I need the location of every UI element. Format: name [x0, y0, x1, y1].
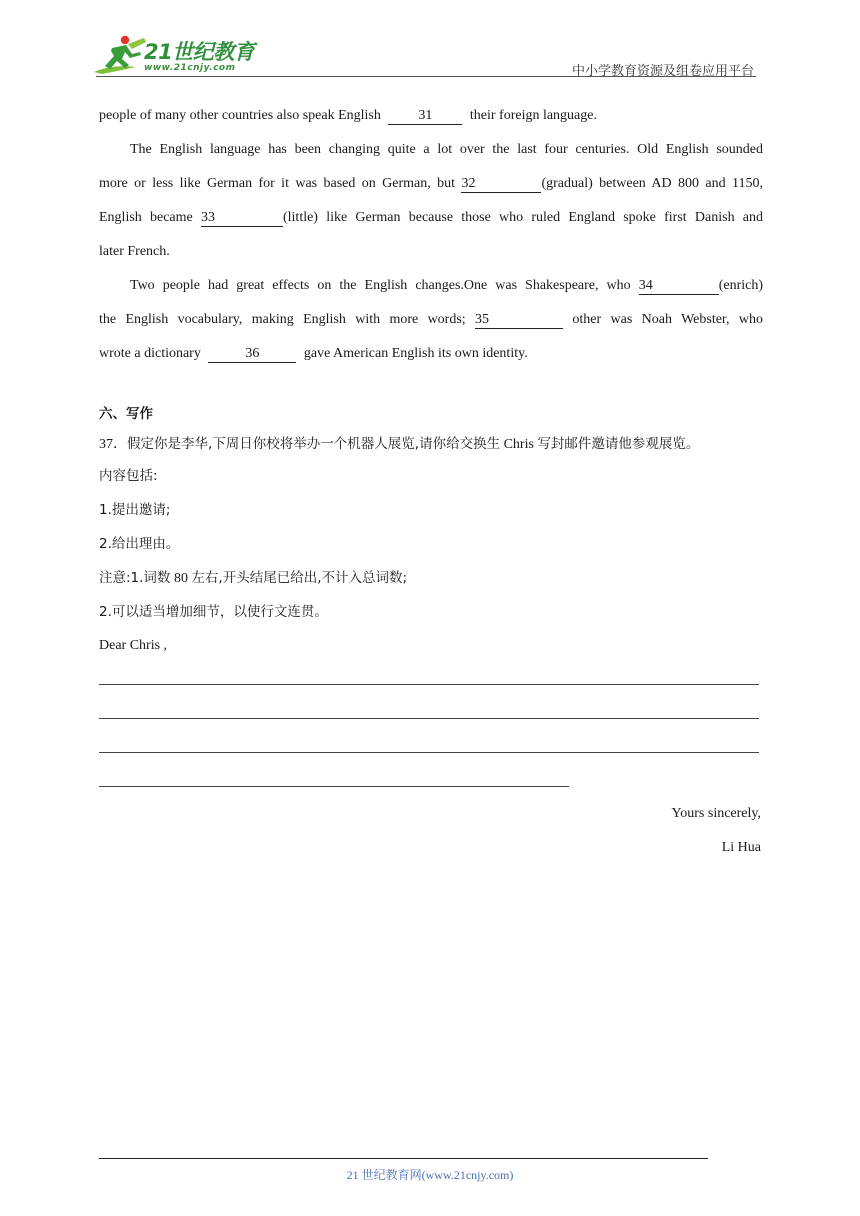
passage-p2-line-4: later French.: [99, 244, 170, 259]
logo-url: www.21cnjy.com: [144, 63, 236, 73]
passage-p2-line-2: more or less like German for it was based on German, but 32 (gradual) between AD 800 and 1150,: [99, 176, 764, 191]
answer-line-4[interactable]: [99, 786, 569, 787]
blank-31: 31: [388, 108, 462, 125]
answer-line-2[interactable]: [99, 718, 759, 719]
note-1: 注意:1.词数 80 左右,开头结尾已给出,不计入总词数;: [99, 570, 408, 586]
content-item-2: 2.给出理由。: [99, 536, 180, 552]
blank-33: 33: [201, 210, 283, 227]
section-title: 六、写作: [99, 406, 153, 422]
blank-34: 34: [639, 278, 719, 295]
question-37: 37．假定你是李华,下周日你校将举办一个机器人展览,请你给交换生 Chris 写封邮件邀请他参观展览。: [99, 436, 700, 452]
passage-p2-line-3: English became 33 (little) like German because those who ruled England spoke first Danish and: [99, 210, 764, 225]
header-divider: [96, 76, 756, 77]
passage-p3-line-1: Two people had great effects on the English changes.One was Shakespeare, who 34 (enrich): [130, 278, 763, 293]
passage-p2-line-1: The English language has been changing quite a lot over the last four centuries. Old English sounded: [130, 142, 763, 157]
signature: Li Hua: [721, 840, 761, 855]
passage-p3-line-2: the English vocabulary, making English with more words; 35 other was Noah Webster, who: [99, 312, 763, 327]
blank-35: 35: [475, 312, 563, 329]
footer-link[interactable]: 21 世纪教育网(www.21cnjy.com): [346, 1168, 514, 1182]
content-label: 内容包括:: [99, 468, 158, 484]
closing: Yours sincerely,: [671, 806, 761, 821]
blank-36: 36: [208, 346, 296, 363]
site-logo: [92, 34, 262, 78]
footer-divider: [99, 1158, 708, 1159]
blank-32: 32: [461, 176, 541, 193]
passage-p3-line-3: wrote a dictionary 36 gave American English its own identity.: [99, 346, 528, 361]
note-2: 2.可以适当增加细节，以使行文连贯。: [99, 604, 328, 620]
logo-text: 21世纪教育: [144, 40, 255, 64]
answer-line-1[interactable]: [99, 684, 759, 685]
header-platform-text: 中小学教育资源及组卷应用平台: [571, 64, 754, 79]
salutation: Dear Chris ,: [99, 638, 168, 653]
content-item-1: 1.提出邀请;: [99, 502, 171, 518]
answer-line-3[interactable]: [99, 752, 759, 753]
passage-line-1: people of many other countries also speak English 31 their foreign language.: [99, 108, 597, 123]
